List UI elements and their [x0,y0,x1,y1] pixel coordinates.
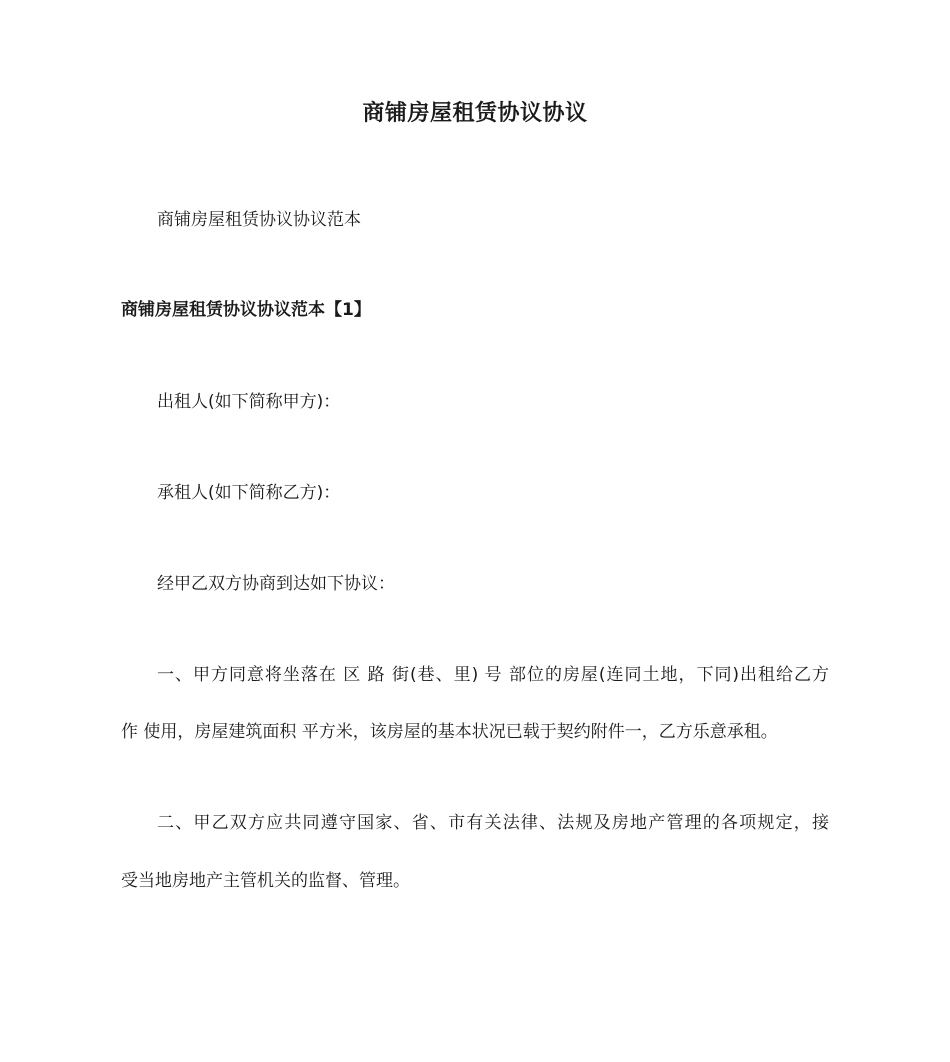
clause-1-line-2: 作 使用，房屋建筑面积 平方米，该房屋的基本状况已载于契约附件一，乙方乐意承租。 [121,722,778,742]
agreement-intro: 经甲乙双方协商到达如下协议： [157,574,395,594]
clause-2-line-1: 二、甲乙双方应共同遵守国家、省、市有关法律、法规及房地产管理的各项规定，接 [157,813,829,833]
clause-2-line-2: 受当地房地产主管机关的监督、管理。 [121,871,410,891]
document-subtitle: 商铺房屋租赁协议协议范本 [157,210,361,230]
lessee-line: 承租人(如下简称乙方)： [157,483,341,503]
document-title: 商铺房屋租赁协议协议 [362,101,588,126]
clause-1-line-1: 一、甲方同意将坐落在 区 路 街(巷、里) 号 部位的房屋(连同土地，下同)出租给乙方 [157,665,829,685]
lessor-line: 出租人(如下简称甲方)： [157,392,341,412]
section-heading: 商铺房屋租赁协议协议范本【1】 [121,300,371,320]
